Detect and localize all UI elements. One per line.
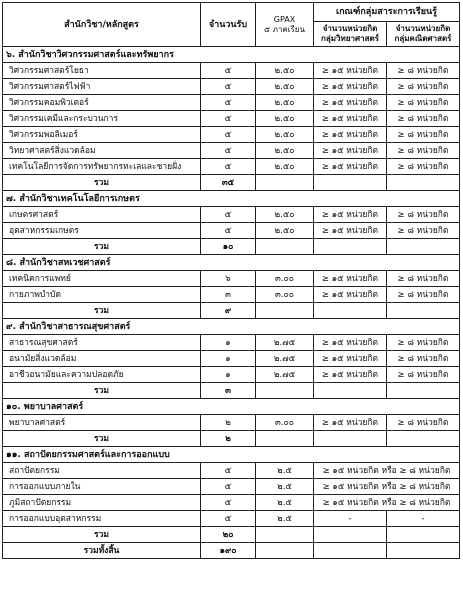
empty-cell: [256, 239, 314, 255]
empty-cell: [314, 383, 387, 399]
table-row: [3, 463, 460, 479]
seats-cell: ๕: [201, 223, 256, 239]
sci-credit-cell: ≥ ๑๕ หน่วยกิต: [314, 335, 387, 351]
math-credit-cell: ≥ ๘ หน่วยกิต: [387, 127, 460, 143]
program-name: สาธารณสุขศาสตร์: [3, 335, 201, 351]
sci-credit-cell: ≥ ๑๕ หน่วยกิต: [314, 223, 387, 239]
empty-cell: [314, 543, 387, 559]
subtotal-row: [3, 303, 460, 319]
gpax-cell: ๒.๗๕: [256, 367, 314, 383]
program-name: อาชีวอนามัยและความปลอดภัย: [3, 367, 201, 383]
subtotal-label: รวม: [3, 303, 201, 319]
section-title: ๗. สำนักวิชาเทคโนโลยีการเกษตร: [3, 191, 460, 207]
gpax-cell: ๒.๕: [256, 479, 314, 495]
seats-cell: ๕: [201, 111, 256, 127]
math-credit-cell: ≥ ๘ หน่วยกิต: [387, 335, 460, 351]
math-credit-cell: ≥ ๘ หน่วยกิต: [387, 223, 460, 239]
sci-credit-cell: ≥ ๑๕ หน่วยกิต: [314, 79, 387, 95]
subtotal-value: ๑๐: [201, 239, 256, 255]
section-row: [3, 255, 460, 271]
section-row: [3, 191, 460, 207]
sci-credit-cell: ≥ ๑๕ หน่วยกิต: [314, 95, 387, 111]
header-program: สำนักวิชา/หลักสูตร: [3, 3, 201, 47]
sci-credit-cell: ≥ ๑๕ หน่วยกิต: [314, 63, 387, 79]
gpax-cell: ๓.๐๐: [256, 271, 314, 287]
program-name: ภูมิสถาปัตยกรรม: [3, 495, 201, 511]
header-gpax: GPAX ๕ ภาคเรียน: [256, 3, 314, 47]
math-credit-cell: ≥ ๘ หน่วยกิต: [387, 271, 460, 287]
table-row: [3, 351, 460, 367]
table-row: [3, 367, 460, 383]
program-name: กายภาพบำบัด: [3, 287, 201, 303]
grand-total-row: [3, 543, 460, 559]
table-row: [3, 495, 460, 511]
seats-cell: ๕: [201, 143, 256, 159]
subtotal-row: [3, 527, 460, 543]
gpax-cell: ๒.๕๐: [256, 127, 314, 143]
table-row: [3, 111, 460, 127]
section-title: ๙. สำนักวิชาสาธารณสุขศาสตร์: [3, 319, 460, 335]
admission-table: [2, 2, 460, 559]
table-row: [3, 159, 460, 175]
math-credit-cell: ≥ ๘ หน่วยกิต: [387, 111, 460, 127]
gpax-cell: ๒.๕: [256, 463, 314, 479]
table-row: [3, 479, 460, 495]
program-name: เทคโนโลยีการจัดการทรัพยากรทะเลและชายฝั่ง: [3, 159, 201, 175]
subtotal-row: [3, 431, 460, 447]
empty-cell: [256, 543, 314, 559]
section-title: ๑๐. พยาบาลศาสตร์: [3, 399, 460, 415]
program-name: การออกแบบภายใน: [3, 479, 201, 495]
math-credit-cell: ≥ ๘ หน่วยกิต: [387, 79, 460, 95]
empty-cell: [314, 431, 387, 447]
table-row: [3, 143, 460, 159]
math-credit-cell: ≥ ๘ หน่วยกิต: [387, 351, 460, 367]
empty-cell: [387, 239, 460, 255]
gpax-cell: ๓.๐๐: [256, 415, 314, 431]
gpax-cell: ๒.๗๕: [256, 351, 314, 367]
empty-cell: [256, 383, 314, 399]
table-row: [3, 127, 460, 143]
header-seats: จำนวนรับ: [201, 3, 256, 47]
math-credit-cell: ≥ ๘ หน่วยกิต: [387, 63, 460, 79]
empty-cell: [314, 175, 387, 191]
seats-cell: ๑: [201, 351, 256, 367]
grand-total-label: รวมทั้งสิ้น: [3, 543, 201, 559]
table-row: [3, 511, 460, 527]
program-name: วิทยาศาสตร์สิ่งแวดล้อม: [3, 143, 201, 159]
table-row: [3, 63, 460, 79]
math-credit-cell: ≥ ๘ หน่วยกิต: [387, 287, 460, 303]
subtotal-value: ๓: [201, 383, 256, 399]
gpax-cell: ๒.๕๐: [256, 95, 314, 111]
math-credit-cell: ≥ ๘ หน่วยกิต: [387, 143, 460, 159]
section-title: ๘. สำนักวิชาสหเวชศาสตร์: [3, 255, 460, 271]
subtotal-label: รวม: [3, 431, 201, 447]
seats-cell: ๕: [201, 127, 256, 143]
program-name: วิศวกรรมเคมีและกระบวนการ: [3, 111, 201, 127]
program-name: สถาปัตยกรรม: [3, 463, 201, 479]
gpax-cell: ๒.๕๐: [256, 63, 314, 79]
program-name: เกษตรศาสตร์: [3, 207, 201, 223]
gpax-cell: ๒.๕๐: [256, 143, 314, 159]
seats-cell: ๕: [201, 495, 256, 511]
sci-credit-cell: ≥ ๑๕ หน่วยกิต: [314, 367, 387, 383]
section-row: [3, 399, 460, 415]
table-row: [3, 207, 460, 223]
subtotal-value: ๒: [201, 431, 256, 447]
seats-cell: ๕: [201, 159, 256, 175]
gpax-cell: ๒.๕: [256, 495, 314, 511]
header-math: จำนวนหน่วยกิต กลุ่มคณิตศาสตร์: [387, 22, 460, 47]
sci-credit-cell: ≥ ๑๕ หน่วยกิต: [314, 351, 387, 367]
math-credit-cell: -: [387, 511, 460, 527]
sci-credit-cell: ≥ ๑๕ หน่วยกิต: [314, 159, 387, 175]
sci-credit-cell: ≥ ๑๕ หน่วยกิต: [314, 271, 387, 287]
program-name: พยาบาลศาสตร์: [3, 415, 201, 431]
empty-cell: [314, 303, 387, 319]
header-group: เกณฑ์กลุ่มสาระการเรียนรู้: [314, 3, 460, 22]
table-row: [3, 271, 460, 287]
math-credit-cell: ≥ ๘ หน่วยกิต: [387, 207, 460, 223]
program-name: อนามัยสิ่งแวดล้อม: [3, 351, 201, 367]
program-name: อุตสาหกรรมเกษตร: [3, 223, 201, 239]
math-credit-cell: ≥ ๘ หน่วยกิต: [387, 367, 460, 383]
section-row: [3, 47, 460, 63]
sci-credit-cell: ≥ ๑๕ หน่วยกิต: [314, 287, 387, 303]
gpax-cell: ๒.๕๐: [256, 159, 314, 175]
program-name: วิศวกรรมศาสตร์โยธา: [3, 63, 201, 79]
program-name: วิศวกรรมคอมพิวเตอร์: [3, 95, 201, 111]
subtotal-row: [3, 383, 460, 399]
gpax-cell: ๒.๕: [256, 511, 314, 527]
seats-cell: ๑: [201, 335, 256, 351]
seats-cell: ๕: [201, 79, 256, 95]
empty-cell: [314, 527, 387, 543]
table-body: [3, 47, 460, 559]
math-credit-cell: ≥ ๘ หน่วยกิต: [387, 95, 460, 111]
criteria-cell: ≥ ๑๕ หน่วยกิต หรือ ≥ ๘ หน่วยกิต: [314, 495, 460, 511]
empty-cell: [387, 175, 460, 191]
table-row: [3, 79, 460, 95]
seats-cell: ๕: [201, 479, 256, 495]
seats-cell: ๕: [201, 511, 256, 527]
table-row: [3, 95, 460, 111]
empty-cell: [256, 303, 314, 319]
seats-cell: ๒: [201, 415, 256, 431]
empty-cell: [387, 383, 460, 399]
seats-cell: ๕: [201, 95, 256, 111]
subtotal-label: รวม: [3, 175, 201, 191]
subtotal-row: [3, 175, 460, 191]
criteria-cell: ≥ ๑๕ หน่วยกิต หรือ ≥ ๘ หน่วยกิต: [314, 463, 460, 479]
table-row: [3, 335, 460, 351]
sci-credit-cell: ≥ ๑๕ หน่วยกิต: [314, 143, 387, 159]
section-row: [3, 447, 460, 463]
sci-credit-cell: ≥ ๑๕ หน่วยกิต: [314, 207, 387, 223]
subtotal-value: ๓๕: [201, 175, 256, 191]
empty-cell: [256, 175, 314, 191]
math-credit-cell: ≥ ๘ หน่วยกิต: [387, 159, 460, 175]
empty-cell: [387, 543, 460, 559]
header-sci: จำนวนหน่วยกิต กลุ่มวิทยาศาสตร์: [314, 22, 387, 47]
table-row: [3, 223, 460, 239]
table-row: [3, 415, 460, 431]
gpax-cell: ๒.๕๐: [256, 207, 314, 223]
section-title: ๑๑. สถาปัตยกรรมศาสตร์และการออกแบบ: [3, 447, 460, 463]
math-credit-cell: ≥ ๘ หน่วยกิต: [387, 415, 460, 431]
section-title: ๖. สำนักวิชาวิศวกรรมศาสตร์และทรัพยากร: [3, 47, 460, 63]
sci-credit-cell: ≥ ๑๕ หน่วยกิต: [314, 127, 387, 143]
subtotal-label: รวม: [3, 527, 201, 543]
program-name: การออกแบบอุตสาหกรรม: [3, 511, 201, 527]
seats-cell: ๕: [201, 463, 256, 479]
seats-cell: ๖: [201, 271, 256, 287]
sci-credit-cell: -: [314, 511, 387, 527]
gpax-cell: ๒.๕๐: [256, 79, 314, 95]
gpax-cell: ๒.๕๐: [256, 111, 314, 127]
subtotal-label: รวม: [3, 383, 201, 399]
empty-cell: [256, 431, 314, 447]
criteria-cell: ≥ ๑๕ หน่วยกิต หรือ ≥ ๘ หน่วยกิต: [314, 479, 460, 495]
subtotal-row: [3, 239, 460, 255]
empty-cell: [314, 239, 387, 255]
sci-credit-cell: ≥ ๑๕ หน่วยกิต: [314, 111, 387, 127]
seats-cell: ๕: [201, 207, 256, 223]
table-row: [3, 287, 460, 303]
gpax-cell: ๓.๐๐: [256, 287, 314, 303]
empty-cell: [387, 527, 460, 543]
subtotal-value: ๒๐: [201, 527, 256, 543]
empty-cell: [256, 527, 314, 543]
seats-cell: ๑: [201, 367, 256, 383]
seats-cell: ๓: [201, 287, 256, 303]
empty-cell: [387, 303, 460, 319]
seats-cell: ๕: [201, 63, 256, 79]
sci-credit-cell: ≥ ๑๕ หน่วยกิต: [314, 415, 387, 431]
program-name: เทคนิคการแพทย์: [3, 271, 201, 287]
subtotal-value: ๙: [201, 303, 256, 319]
empty-cell: [387, 431, 460, 447]
program-name: วิศวกรรมศาสตร์ไฟฟ้า: [3, 79, 201, 95]
section-row: [3, 319, 460, 335]
gpax-cell: ๒.๕๐: [256, 223, 314, 239]
gpax-cell: ๒.๗๕: [256, 335, 314, 351]
subtotal-label: รวม: [3, 239, 201, 255]
grand-total-value: ๑๙๐: [201, 543, 256, 559]
program-name: วิศวกรรมพอลิเมอร์: [3, 127, 201, 143]
